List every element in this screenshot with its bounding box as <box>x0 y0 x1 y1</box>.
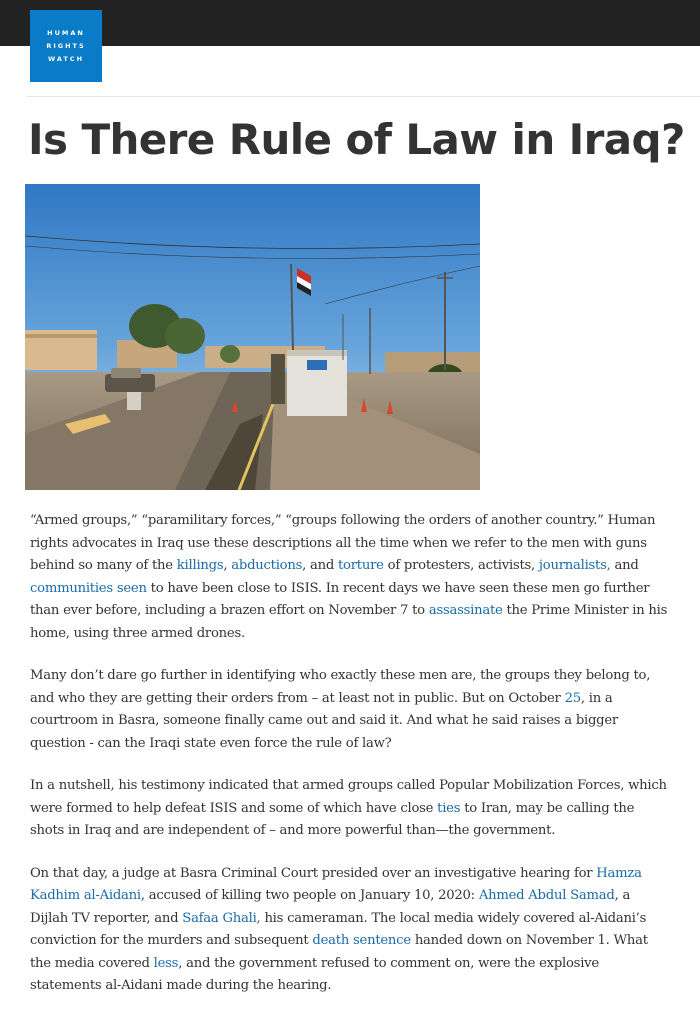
text: , accused of killing two people on January 10, 2020: <box>140 888 479 903</box>
link-abductions[interactable]: abductions <box>231 558 303 573</box>
logo-line-2: RIGHTS <box>46 41 86 50</box>
article-title: Is There Rule of Law in Iraq? <box>28 115 685 164</box>
article-body <box>30 510 670 1018</box>
link-less[interactable]: less <box>153 955 179 971</box>
link-communities-seen[interactable]: communities seen <box>30 580 147 596</box>
link-ahmed-abdul-samad[interactable]: Ahmed Abdul Samad <box>478 888 615 903</box>
text: “Armed groups,” “paramilitary forces,” “groups following the orders of another country.” Human rights advocates in Iraq use these descriptions all the time when we refer to the men with guns behind so many of the <box>30 513 656 573</box>
paragraph-1 <box>30 510 670 645</box>
text: his cameraman. The local media widely covered al-Aidani’s conviction for the murders and subsequent <box>30 910 647 948</box>
text: On that day, a judge at Basra Criminal Court presided over an investigative hearing for <box>30 865 597 881</box>
text: , in a courtroom in Basra, someone finally came out and said it. And what he said raises a bigger question - can the Iraqi state even force the rule of law? <box>30 690 618 751</box>
text: , and <box>302 558 338 573</box>
link-death-sentence[interactable]: death sentence <box>312 933 411 948</box>
text: , <box>223 558 232 573</box>
link-october-25[interactable]: 25 <box>564 690 581 706</box>
paragraph-3 <box>30 775 670 843</box>
text: , and the government refused to comment on, were the explosive statements al-Aidani made during the hearing. <box>30 955 599 993</box>
text: to have been close to ISIS. In recent days we have seen these men go further than ever before, including a brazen effort on November 7 to <box>30 580 650 618</box>
header-divider <box>26 96 700 97</box>
text: Many don’t dare go further in identifying who exactly these men are, the groups they belong to, and who they are getting their orders from – at least not in public. But on October <box>30 668 651 706</box>
link-ties[interactable]: ties <box>437 800 461 816</box>
link-killings[interactable]: killings <box>176 558 224 573</box>
text: , a Dijlah TV reporter, and <box>30 888 631 926</box>
link-torture[interactable]: torture <box>337 558 384 573</box>
top-bar <box>0 0 700 46</box>
text: and <box>610 558 639 573</box>
link-hamza-kadhim-al-aidani[interactable]: Hamza Kadhim al-Aidani <box>30 865 642 903</box>
link-journalists[interactable]: journalists, <box>538 558 611 573</box>
logo-line-3: WATCH <box>47 54 85 63</box>
text: handed down on November 1. What the media covered <box>30 933 648 971</box>
paragraph-4 <box>30 863 670 998</box>
text: of protesters, activists, <box>383 558 539 573</box>
logo-line-1: HUMAN <box>47 28 85 37</box>
text: In a nutshell, his testimony indicated that armed groups called Popular Mobilization Forces, which were formed to help defeat ISIS and some of which have close <box>30 778 667 816</box>
link-assassinate[interactable]: assassinate <box>428 603 503 618</box>
text: the Prime Minister in his home, using three armed drones. <box>30 603 668 641</box>
hrw-logo[interactable] <box>30 10 102 82</box>
text: to Iran, may be calling the shots in Iraq and are independent of – and more powerful than—the government. <box>30 800 635 838</box>
hero-image <box>25 184 480 490</box>
paragraph-2 <box>30 665 670 755</box>
link-safaa-ghali[interactable]: Safaa Ghali, <box>182 910 261 926</box>
